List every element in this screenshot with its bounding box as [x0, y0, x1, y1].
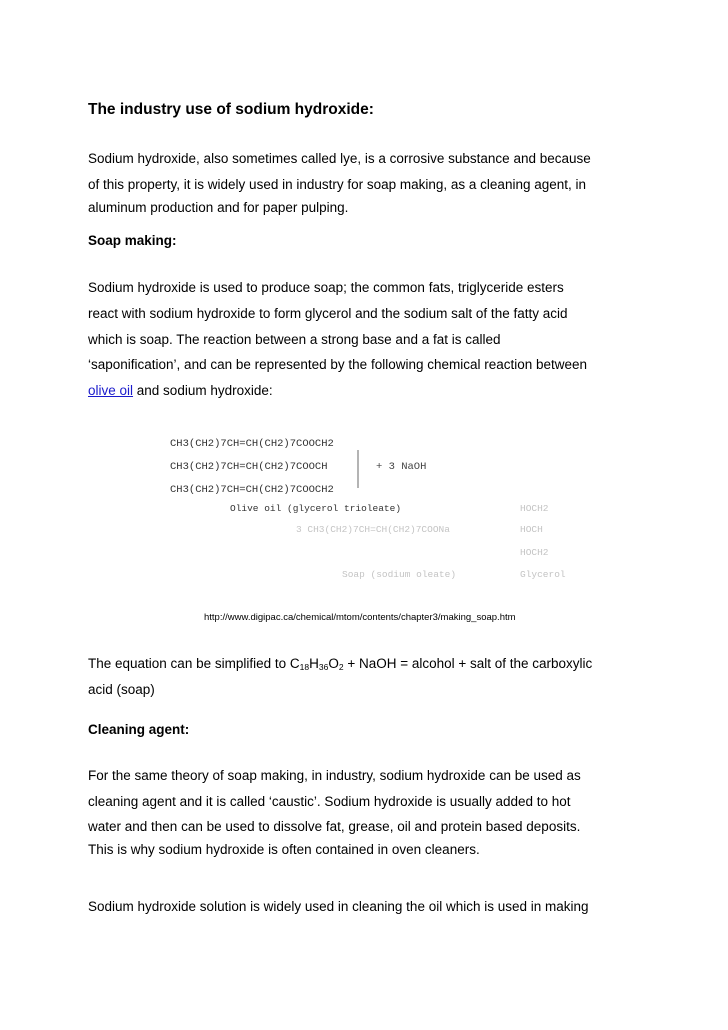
reactant-formula-row-3: CH3(CH2)7CH=CH(CH2)7COOCH2 — [170, 484, 334, 496]
intro-line-1: Sodium hydroxide, also sometimes called lye, is a corrosive substance and because — [88, 151, 591, 166]
intro-line-3: aluminum production and for paper pulping. — [88, 200, 349, 215]
cleaning-line-2: cleaning agent and it is called ‘caustic’. Sodium hydroxide is usually added to hot — [88, 794, 571, 809]
product-label-soap: Soap (sodium oleate) — [342, 569, 457, 580]
page-title: The industry use of sodium hydroxide: — [88, 101, 374, 118]
source-url: http://www.digipac.ca/chemical/mtom/contents/chapter3/making_soap.htm — [204, 612, 516, 623]
cleaning-line-4: This is why sodium hydroxide is often contained in oven cleaners. — [88, 842, 480, 857]
soap-line-5 — [88, 383, 273, 399]
cleaning-line-1: For the same theory of soap making, in industry, sodium hydroxide can be used as — [88, 768, 581, 783]
soap-line-3: which is soap. The reaction between a strong base and a fat is called — [88, 332, 501, 347]
equation-prefix: The equation can be simplified to C — [88, 656, 300, 671]
equation-line-2: acid (soap) — [88, 682, 155, 697]
reagent-naoh: + 3 NaOH — [376, 461, 427, 473]
olive-oil-link[interactable]: olive oil — [88, 383, 134, 398]
product-formula-row-2b: HOCH — [520, 524, 543, 535]
equation-sub-2: 2 — [338, 662, 344, 672]
equation-sub-36: 36 — [318, 662, 329, 672]
intro-line-2: of this property, it is widely used in industry for soap making, as a cleaning agent, in — [88, 177, 587, 192]
product-label-glycerol: Glycerol — [520, 569, 566, 580]
product-formula-row-1: HOCH2 — [520, 503, 549, 514]
cleaning-final-line: Sodium hydroxide solution is widely used in cleaning the oil which is used in making — [88, 899, 589, 914]
product-formula-row-2: 3 CH3(CH2)7CH=CH(CH2)7COONa — [296, 524, 450, 535]
soap-line-5-rest: and sodium hydroxide: — [133, 383, 273, 398]
equation-sub-18: 18 — [299, 662, 310, 672]
soap-line-4: ‘saponification’, and can be represented by the following chemical reaction between — [88, 357, 588, 372]
saponification-reaction-figure — [160, 422, 570, 590]
product-formula-row-3: HOCH2 — [520, 547, 549, 558]
soap-line-2: react with sodium hydroxide to form glycerol and the sodium salt of the fatty acid — [88, 306, 568, 321]
soap-line-1: Sodium hydroxide is used to produce soap; the common fats, triglyceride esters — [88, 280, 564, 295]
equation-suffix: + NaOH = alcohol + salt of the carboxylic — [343, 656, 593, 671]
equation-o: O — [328, 656, 339, 671]
reactant-formula-row-1: CH3(CH2)7CH=CH(CH2)7COOCH2 — [170, 438, 334, 450]
cleaning-line-3: water and then can be used to dissolve fat, grease, oil and protein based deposits. — [88, 819, 581, 834]
reactant-formula-row-2: CH3(CH2)7CH=CH(CH2)7COOCH — [170, 461, 328, 473]
equation-line-1 — [88, 656, 592, 672]
equation-h: H — [309, 656, 319, 671]
soap-making-heading: Soap making: — [88, 233, 177, 248]
cleaning-agent-heading: Cleaning agent: — [88, 722, 190, 737]
reactant-label: Olive oil (glycerol trioleate) — [230, 503, 402, 514]
